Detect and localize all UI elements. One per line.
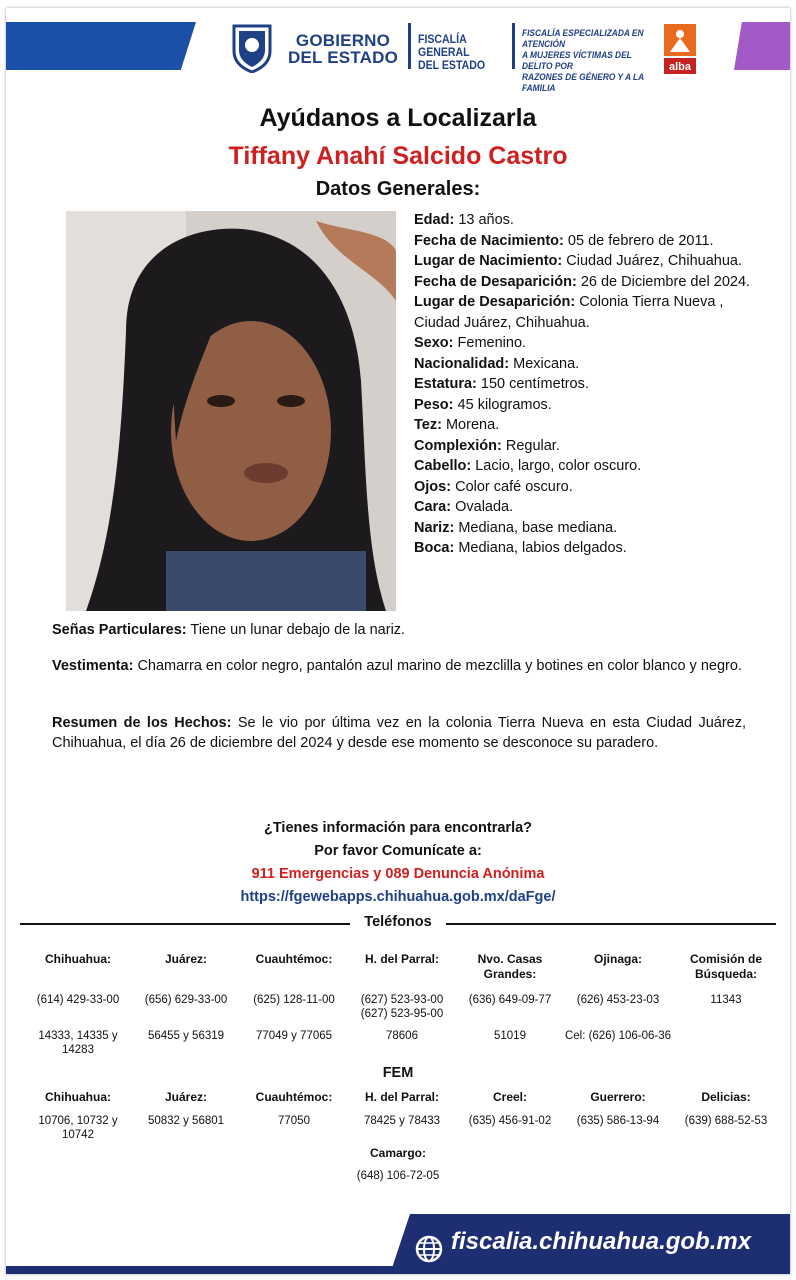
contact-question: ¿Tienes información para encontrarla? [263,820,533,836]
detail-value: 05 de febrero de 2011. [567,232,714,249]
detail-item [414,210,754,231]
detail-item [414,518,754,539]
telefonos-row [24,993,780,1021]
globe-icon [414,1234,444,1264]
phone-cell: (626) 453-23-03 [576,994,660,1006]
detail-value: Mediana, labios delgados. [458,540,627,556]
city-header: Delicias: [701,1090,751,1104]
header-band-left [6,22,196,70]
detail-item [414,456,754,477]
camargo-phone: (648) 106-72-05 [356,1170,440,1182]
detail-value: Ciudad Juárez, Chihuahua. [566,253,743,269]
state-shield-icon [230,23,274,73]
contact-instruction: Por favor Comunícate a: [314,843,482,859]
phone-cell: 51019 [494,1030,526,1042]
phone-cell: Cel: (626) 106-06-36 [564,1030,672,1042]
phone-cell: 77049 y 77065 [255,1030,333,1042]
city-header: Comisión de Búsqueda: [689,952,762,981]
telefonos-row [24,1029,780,1057]
city-header: H. del Parral: [364,1090,440,1104]
detail-label: Nariz: [414,519,455,536]
city-header: H. del Parral: [364,952,440,966]
phone-cell: 56455 y 56319 [147,1030,225,1042]
phone-cell: 14333, 14335 y 14283 [38,1030,118,1056]
fiscalia-especializada-logo: FISCALÍA ESPECIALIZADA EN ATENCIÓN A MUJERES VÍCTIMAS DEL DELITO POR RAZONES DE GÉNERO Y A LA FAMILIA [522,28,644,94]
vestimenta: Vestimenta: Chamarra en color negro, pantalón azul marino de mezclilla y botines en color blanco y negro. [52,658,742,674]
section-title: Datos Generales: [315,178,481,200]
detail-item [414,231,754,252]
header-divider [408,23,411,69]
page-title: Ayúdanos a Localizarla [259,104,537,132]
phone-cell: (656) 629-33-00 [144,994,228,1006]
person-photo [66,211,396,611]
detail-value: 45 kilogramos. [457,396,552,413]
phone-cell: 78606 [386,1030,418,1042]
detail-label: Lugar de Nacimiento: [414,253,563,269]
city-header: Cuauhtémoc: [255,1090,333,1104]
city-header: Juárez: [164,1090,208,1104]
footer-website-link[interactable]: fiscalia.chihuahua.gob.mx [451,1228,752,1255]
city-header: Juárez: [164,952,208,966]
phone-cell: (635) 586-13-94 [576,1115,660,1127]
phone-cell: 10706, 10732 y 10742 [38,1115,118,1141]
detail-item [414,477,754,498]
detail-value: 13 años. [458,212,514,228]
phone-cell: 50832 y 56801 [147,1115,225,1127]
phone-cell: 77050 [278,1115,310,1127]
detail-label: Sexo: [414,335,454,351]
header-band-right [734,22,790,70]
city-header: Nvo. Casas Grandes: [477,952,543,981]
detail-value: Morena. [445,417,500,433]
phone-cell: (614) 429-33-00 [36,994,120,1006]
detail-value: Mediana, base mediana. [458,519,618,536]
phone-cell: 11343 [710,994,742,1006]
phone-cell: (636) 649-09-77 [468,994,552,1006]
detail-value: Femenino. [457,335,527,351]
detail-item [414,415,754,436]
detail-label: Ojos: [414,478,452,495]
detail-item [414,292,754,333]
detail-value: 150 centímetros. [480,376,589,392]
person-name: Tiffany Anahí Salcido Castro [228,142,568,170]
city-header: Chihuahua: [45,952,111,966]
gobierno-del-estado-logo: GOBIERNO DEL ESTADO [288,31,398,67]
detail-label: Cara: [414,499,452,515]
detail-label: Tez: [414,417,442,433]
camargo-label: Camargo: [369,1146,426,1160]
detail-value: Lacio, largo, color oscuro. [475,458,642,474]
detail-value: Regular. [505,437,560,454]
detail-label: Boca: [414,540,455,556]
detail-label: Nacionalidad: [414,355,510,372]
header-divider [512,23,515,69]
alba-logo [664,24,696,74]
detail-label: Lugar de Desaparición: [414,294,576,310]
phone-cell: 78425 y 78433 [363,1115,441,1127]
detail-value: 26 de Diciembre del 2024. [580,273,751,290]
detail-item [414,251,754,272]
detail-value: Colonia Tierra Nueva , Ciudad Juárez, Chihuahua. [414,294,724,331]
general-data-list [414,210,754,559]
city-header: Ojinaga: [593,952,642,966]
detail-label: Peso: [414,396,454,413]
report-url-link[interactable]: https://fgewebapps.chihuahua.gob.mx/daFge/ [240,889,556,905]
senas-particulares: Señas Particulares: Tiene un lunar debajo de la nariz. [52,622,406,638]
detail-label: Fecha de Desaparición: [414,273,577,290]
detail-label: Edad: [414,212,455,228]
city-header: Cuauhtémoc: [255,952,333,966]
detail-value: Ovalada. [455,499,514,515]
phone-cell: (625) 128-11-00 [253,994,335,1006]
fiscalia-general-logo: FISCALÍA GENERAL DEL ESTADO [418,32,486,72]
footer-line [6,1266,406,1274]
detail-value: Color café oscuro. [455,478,573,495]
detail-item [414,538,754,559]
city-header: Chihuahua: [45,1090,111,1104]
fem-title: FEM [382,1065,414,1081]
telefonos-title: Teléfonos [364,914,432,930]
detail-item [414,354,754,375]
detail-item [414,272,754,293]
detail-value: Mexicana. [513,355,580,372]
detail-label: Estatura: [414,376,477,392]
detail-item [414,436,754,457]
detail-label: Complexión: [414,437,502,454]
city-header: Guerrero: [590,1090,646,1104]
phone-cell [672,1029,780,1057]
city-header: Creel: [492,1090,527,1104]
detail-item [414,333,754,354]
resumen-hechos: Resumen de los Hechos: Se le vio por última vez en la colonia Tierra Nueva en esta Ciudad Juárez, Chihuahua, el día 26 de diciembre del 2024 y desde ese momento se desconoce su paradero. [52,715,747,751]
svg-text:alba: alba [668,61,692,73]
detail-item [414,497,754,518]
detail-item [414,395,754,416]
phone-cell: (635) 456-91-02 [468,1115,552,1127]
phone-cell: (627) 523-93-00 (627) 523-95-00 [360,994,444,1020]
detail-item [414,374,754,395]
emergency-numbers: 911 Emergencias y 089 Denuncia Anónima [251,866,545,882]
fem-row [24,1114,780,1142]
detail-label: Cabello: [414,458,472,474]
missing-person-poster [6,8,790,1274]
fem-headers [24,1090,780,1105]
phone-cell: (639) 688-52-53 [684,1115,768,1127]
detail-label: Fecha de Nacimiento: [414,232,564,249]
telefonos-headers [24,952,780,982]
